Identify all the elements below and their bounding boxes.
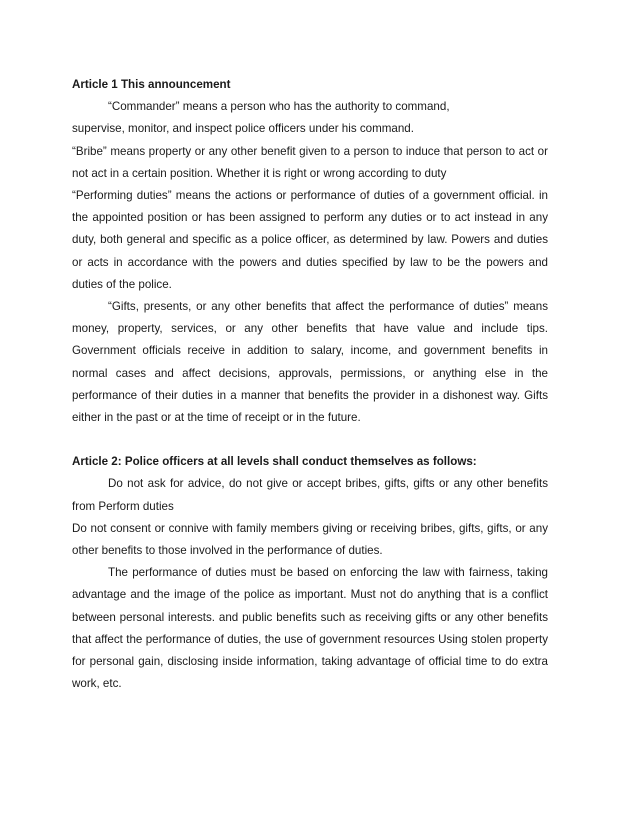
article-2-heading: Article 2: Police officers at all levels shall conduct themselves as follows: [72,455,477,469]
conduct-rule-2: Do not consent or connive with family members giving or receiving bribes, gifts, gifts, or any other benefits to those involved in the performance of duties. [72,521,548,558]
performing-duties-definition: “Performing duties” means the actions or performance of duties of a government official. in the appointed position or has been assigned to perform any duties or to act instead in any duty, both general and specific as a police officer, as determined by law. Powers and duties or acts in accordance with the powers and duties specified by law to be the powers and duties of the police. [72,189,548,291]
article-1-section [72,74,548,429]
document-body [72,74,548,695]
article-1-heading: Article 1 This announcement [72,78,231,91]
conduct-rule-3: The performance of duties must be based on enforcing the law with fairness, taking advantage and the image of the police as important. Must not do anything that is a conflict between personal interests. and public benefits such as receiving gifts or any other benefits that affect the performance of duties, the use of government resources Using stolen property for personal gain, disclosing inside information, taking advantage of official time to do extra work, etc. [72,566,548,691]
article-2-section [72,451,548,695]
conduct-rule-1: Do not ask for advice, do not give or accept bribes, gifts, gifts or any other benefits from Perform duties [72,477,548,513]
commander-definition-line-2: supervise, monitor, and inspect police officers under his command. [72,122,414,136]
commander-definition-line-1: “Commander” means a person who has the authority to command, [108,100,450,114]
bribe-definition: “Bribe” means property or any other benefit given to a person to induce that person to act or not act in a certain position. Whether it is right or wrong according to duty [72,144,548,180]
section-spacer [72,429,548,451]
gifts-definition: “Gifts, presents, or any other benefits that affect the performance of duties” means money, property, services, or any other benefits that have value and include tips. Government officials receive in addition to salary, income, and government benefits in normal cases and affect decisions, approvals, permissions, or anything else in the performance of their duties in a manner that benefits the provider in a dishonest way. Gifts either in the past or at the time of receipt or in the future. [72,300,548,425]
